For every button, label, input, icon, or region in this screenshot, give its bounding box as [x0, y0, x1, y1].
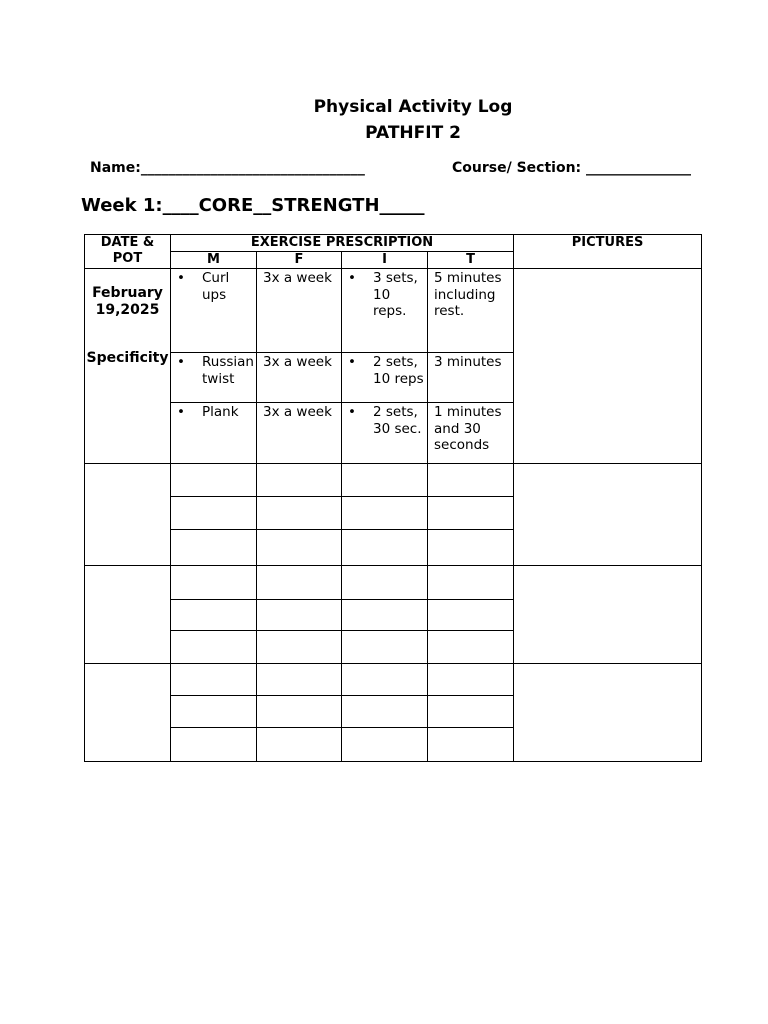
- bullet-icon: •: [348, 404, 356, 420]
- exercise-time: 1 minutes and 30 seconds: [434, 404, 502, 453]
- cell-m[interactable]: [171, 600, 257, 631]
- entry-pot: Specificity: [86, 350, 169, 366]
- date-pot-cell[interactable]: [85, 566, 171, 664]
- cell-m[interactable]: [171, 664, 257, 696]
- cell-i: [342, 403, 428, 464]
- cell-i[interactable]: [342, 664, 428, 696]
- cell-m: [171, 269, 257, 353]
- exercise-mode: Russian twist: [202, 354, 254, 387]
- cell-f[interactable]: [257, 728, 342, 762]
- cell-t[interactable]: [428, 728, 514, 762]
- cell-f[interactable]: [257, 664, 342, 696]
- cell-m[interactable]: [171, 530, 257, 566]
- header-i: I: [342, 252, 428, 269]
- course-section-field: Course/ Section: _______________: [452, 160, 692, 176]
- pictures-cell: [514, 269, 702, 464]
- cell-i[interactable]: [342, 631, 428, 664]
- cell-i[interactable]: [342, 464, 428, 497]
- cell-i[interactable]: [342, 566, 428, 600]
- activity-log-table: [84, 234, 702, 762]
- cell-i[interactable]: [342, 497, 428, 530]
- cell-m: [171, 353, 257, 403]
- bullet-icon: •: [177, 354, 185, 370]
- cell-t[interactable]: [428, 696, 514, 728]
- table-row: [85, 464, 702, 497]
- cell-t[interactable]: [428, 566, 514, 600]
- bullet-icon: •: [348, 354, 356, 370]
- cell-i: [342, 353, 428, 403]
- cell-f[interactable]: [257, 566, 342, 600]
- cell-f[interactable]: [257, 631, 342, 664]
- header-f: F: [257, 252, 342, 269]
- cell-t[interactable]: [428, 530, 514, 566]
- cell-m[interactable]: [171, 566, 257, 600]
- bullet-icon: •: [177, 404, 185, 420]
- table-row: [85, 269, 702, 353]
- cell-i: [342, 269, 428, 353]
- date-header: DATE &: [100, 235, 155, 250]
- cell-f[interactable]: [257, 600, 342, 631]
- date-pot-cell[interactable]: [85, 664, 171, 762]
- cell-t[interactable]: [428, 497, 514, 530]
- name-field: Name:________________________________: [90, 160, 365, 176]
- pictures-header: PICTURES: [514, 235, 702, 269]
- cell-m[interactable]: [171, 631, 257, 664]
- cell-m[interactable]: [171, 696, 257, 728]
- exercise-mode: Plank: [202, 404, 239, 420]
- exercise-frequency: 3x a week: [263, 270, 332, 286]
- exercise-intensity: 2 sets, 10 reps: [373, 354, 424, 387]
- cell-t[interactable]: [428, 664, 514, 696]
- cell-f[interactable]: [257, 464, 342, 497]
- exercise-mode: Curl ups: [202, 270, 230, 303]
- exercise-prescription-header: EXERCISE PRESCRIPTION: [171, 235, 514, 252]
- pictures-cell[interactable]: [514, 664, 702, 762]
- document-title: Physical Activity Log: [313, 97, 513, 117]
- date-pot-cell: [85, 269, 171, 464]
- bullet-icon: •: [348, 270, 356, 286]
- cell-m[interactable]: [171, 497, 257, 530]
- cell-f: [257, 353, 342, 403]
- exercise-intensity: 3 sets, 10 reps.: [373, 270, 418, 319]
- table-row: [85, 664, 702, 696]
- cell-f: [257, 403, 342, 464]
- exercise-frequency: 3x a week: [263, 354, 332, 370]
- cell-i[interactable]: [342, 696, 428, 728]
- cell-i[interactable]: [342, 728, 428, 762]
- cell-m[interactable]: [171, 464, 257, 497]
- table-row: [85, 566, 702, 600]
- cell-m: [171, 403, 257, 464]
- pictures-cell[interactable]: [514, 464, 702, 566]
- cell-f: [257, 269, 342, 353]
- header-m: M: [171, 252, 257, 269]
- cell-i[interactable]: [342, 530, 428, 566]
- date-pot-cell[interactable]: [85, 464, 171, 566]
- exercise-intensity: 2 sets, 30 sec.: [373, 404, 422, 437]
- cell-f[interactable]: [257, 497, 342, 530]
- exercise-time: 5 minutes including rest.: [434, 270, 502, 319]
- cell-t: [428, 353, 514, 403]
- pictures-cell[interactable]: [514, 566, 702, 664]
- exercise-time: 3 minutes: [434, 354, 502, 370]
- pot-header: POT: [112, 251, 143, 266]
- header-t: T: [428, 252, 514, 269]
- cell-t: [428, 403, 514, 464]
- exercise-frequency: 3x a week: [263, 404, 332, 420]
- date-pot-header: [85, 235, 171, 269]
- cell-m[interactable]: [171, 728, 257, 762]
- cell-t[interactable]: [428, 631, 514, 664]
- bullet-icon: •: [177, 270, 185, 286]
- cell-f[interactable]: [257, 530, 342, 566]
- document-subtitle: PATHFIT 2: [365, 123, 461, 143]
- entry-date: February 19,2025: [92, 285, 163, 318]
- cell-t[interactable]: [428, 464, 514, 497]
- cell-t: [428, 269, 514, 353]
- cell-i[interactable]: [342, 600, 428, 631]
- week-heading: Week 1:____CORE__STRENGTH_____: [81, 195, 425, 216]
- cell-f[interactable]: [257, 696, 342, 728]
- cell-t[interactable]: [428, 600, 514, 631]
